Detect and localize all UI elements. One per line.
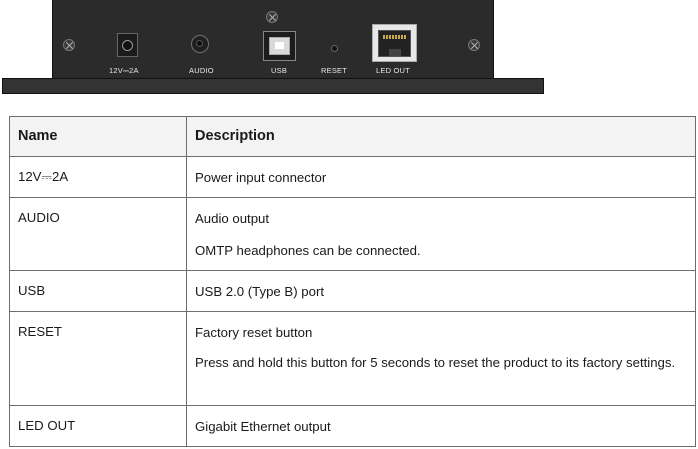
description-line: USB 2.0 (Type B) port [195,284,324,299]
reset-button-icon [331,45,338,52]
cell-name: USB [10,271,187,312]
usb-port-icon [263,31,296,61]
cell-description [187,198,696,271]
screw-right-icon [468,39,480,51]
description-line: Gigabit Ethernet output [195,419,331,434]
screw-top-icon [266,11,278,23]
port-label-led-out: LED OUT [376,66,410,75]
device-base-flange [2,78,544,94]
table-header-row [10,117,696,157]
cell-description [187,157,696,198]
column-header-name: Name [10,117,187,157]
port-label-usb: USB [271,66,288,75]
screw-left-icon [63,39,75,51]
cell-name: RESET [10,312,187,406]
power-jack-icon [117,33,138,57]
cell-description [187,312,696,406]
port-label-power: 12V⎓2A [109,66,139,75]
port-label-audio: AUDIO [189,66,214,75]
description-line: Factory reset button [195,325,313,340]
port-description-table [9,116,696,447]
column-header-description: Description [187,117,696,157]
description-line: Audio output [195,211,270,226]
table-row [10,198,696,271]
cell-name: LED OUT [10,406,187,447]
audio-jack-icon [191,35,209,53]
description-line: Press and hold this button for 5 seconds to reset the product to its factory settings. [195,355,676,370]
table-row [10,157,696,198]
table-row [10,312,696,406]
ethernet-port-icon [372,24,417,62]
cell-name: 12V⎓2A [10,157,187,198]
table-row [10,271,696,312]
port-label-reset: RESET [321,66,348,75]
cell-name: AUDIO [10,198,187,271]
table-row [10,406,696,447]
cell-description [187,406,696,447]
description-line: OMTP headphones can be connected. [195,243,421,258]
description-line: Power input connector [195,170,327,185]
device-rear-panel [0,0,545,96]
cell-description [187,271,696,312]
